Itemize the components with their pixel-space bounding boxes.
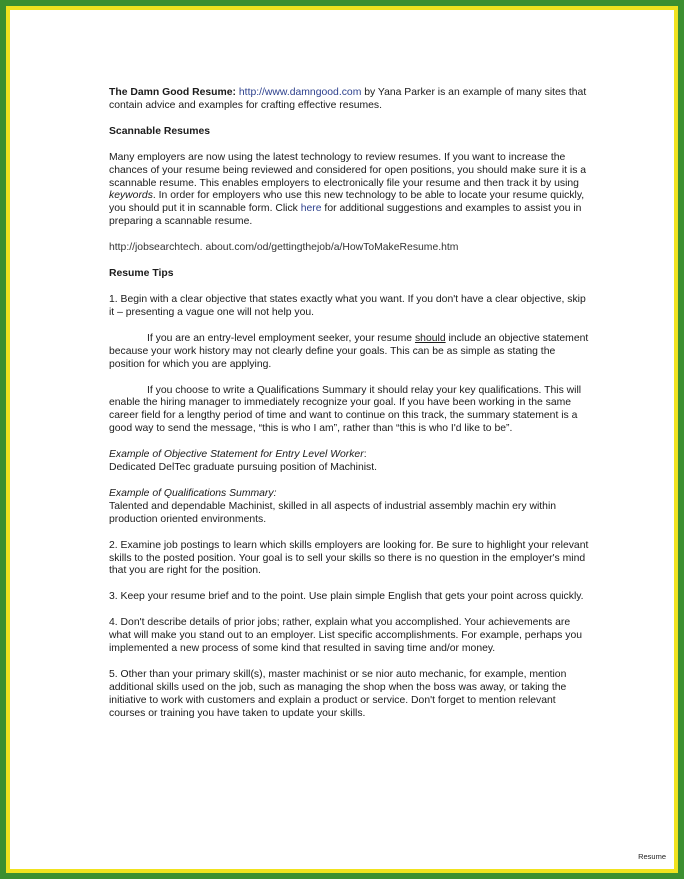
here-link[interactable]: here — [300, 203, 322, 215]
scannable-heading: Scannable Resumes — [109, 125, 211, 137]
intro-paragraph — [109, 87, 589, 113]
scannable-text-b: . In order for employers who use this new technology to be able to locate your resume quickly, you should put it in scannable form. Click — [109, 190, 585, 215]
damngood-link[interactable]: http://www.damngood.com — [238, 87, 362, 98]
intro-title: The Damn Good Resume: — [109, 87, 237, 98]
footer-label: Resume — [638, 852, 666, 861]
scannable-text-c: for additional suggestions and examples to assist you in preparing a scannable resume. — [109, 203, 582, 228]
tip-1-entry-level — [109, 333, 589, 372]
example-objective-colon: : — [363, 449, 367, 461]
scannable-text-a: Many employers are now using the latest technology to review resumes. If you want to increase the chances of your resume being reviewed and considered for open positions, you should make sure it is a scannable resume. This enables employers to electronically file your resume and then track it by using — [109, 151, 587, 189]
tip-1-entry-text-b: include an objective statement because your work history may not clearly define your goals. This can be as simple as stating the position for which you are applying. — [109, 332, 589, 370]
resume-tips-heading: Resume Tips — [109, 268, 174, 280]
keywords-term: keywords — [109, 190, 153, 202]
scannable-paragraph — [109, 152, 589, 229]
intro-text: by Yana Parker is an example of many sites that contain advice and examples for crafting effective resumes. — [109, 87, 587, 111]
document-page — [10, 10, 674, 869]
jobsearchtech-url[interactable]: http://jobsearchtech. about.com/od/gettingthejob/a/HowToMakeResume.htm — [109, 242, 459, 254]
tip-1-qualifications: If you choose to write a Qualifications Summary it should relay your key qualifications. This will enable the hiring manager to immediately recognize your goal. If you have been working in the same career field for a lengthy period of time and want to continue on this track, the summary statement is a good way to send the message, “this is who I am”, rather than “this is who I'd like to be”. — [109, 384, 582, 435]
tip-1: 1. Begin with a clear objective that states exactly what you want. If you don't have a clear objective, skip it – presenting a vague one will not help you. — [109, 293, 586, 318]
tip-1-entry-text-a: If you are an entry-level employment seeker, your resume — [147, 332, 415, 344]
tip-5: 5. Other than your primary skill(s), master machinist or se nior auto mechanic, for example, mention additional skills used on the job, such as managing the shop when the boss was away, or taking the initiative to work with customers and explain a product or service. Don't forget to mention relevant courses or training you have taken to update your skills. — [109, 669, 567, 719]
example-objective-text: Dedicated DelTec graduate pursuing position of Machinist. — [109, 462, 377, 474]
tip-2: 2. Examine job postings to learn which skills employers are looking for. Be sure to highlight your relevant skills to the posted position. Your goal is to sell your skills so there is no question in the employer's mind that you are right for the position. — [109, 539, 589, 577]
example-summary-label: Example of Qualifications Summary: — [109, 487, 277, 499]
tip-4: 4. Don't describe details of prior jobs; rather, explain what you accomplished. Your achievements are what will make you stand out to an employer. List specific accomplishments. For example, perhaps you implemented a new process of some kind that resulted in saving time and/or money. — [109, 617, 582, 655]
should-emphasis: should — [414, 332, 446, 344]
example-summary-text: Talented and dependable Machinist, skilled in all aspects of industrial assembly machin ery within production oriented environments. — [109, 500, 557, 525]
tip-3: 3. Keep your resume brief and to the point. Use plain simple English that gets your point across quickly. — [109, 591, 584, 603]
document-body — [109, 87, 589, 721]
example-objective-title: Example of Objective Statement for Entry Level Worker — [109, 449, 364, 461]
example-objective-label — [109, 449, 589, 462]
